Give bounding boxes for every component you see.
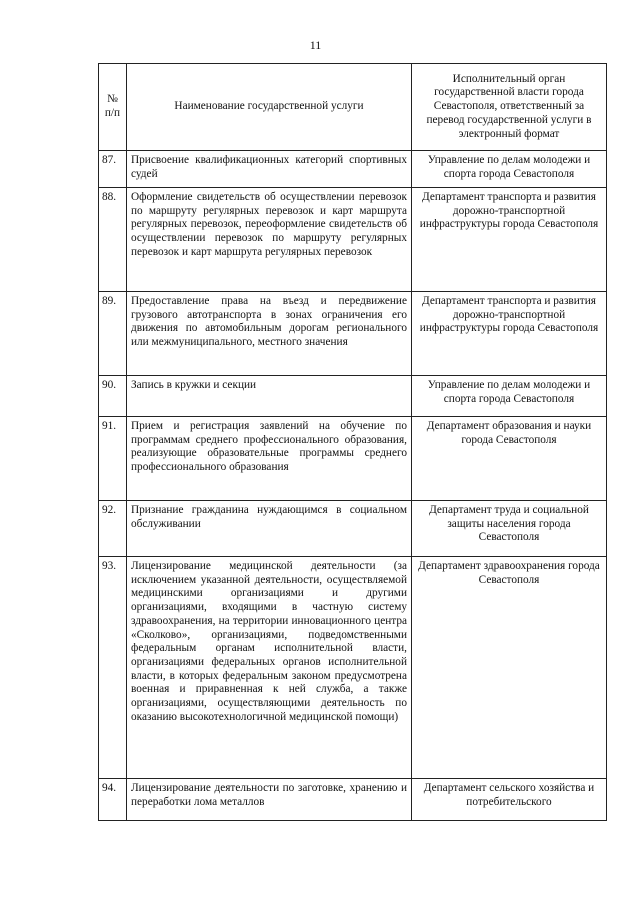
responsible-body: Департамент здравоохранения города Севастополя xyxy=(412,557,607,779)
table-row xyxy=(99,292,607,376)
service-name: Прием и регистрация заявлений на обучение по программам среднего профессионального образования, реализующие образовательные программы среднего профессионального образования xyxy=(127,417,412,501)
header-number: № п/п xyxy=(99,64,127,151)
services-table xyxy=(98,63,607,821)
responsible-body: Управление по делам молодежи и спорта города Севастополя xyxy=(412,151,607,188)
row-number: 93. xyxy=(99,557,127,779)
responsible-body: Департамент сельского хозяйства и потребительского xyxy=(412,779,607,821)
table-row xyxy=(99,376,607,417)
row-number: 88. xyxy=(99,188,127,292)
responsible-body: Управление по делам молодежи и спорта города Севастополя xyxy=(412,376,607,417)
responsible-body: Департамент образования и науки города Севастополя xyxy=(412,417,607,501)
service-name: Предоставление права на въезд и передвижение грузового автотранспорта в зонах ограничения его движения по автомобильным дорогам регионального или межмуниципального, местного значения xyxy=(127,292,412,376)
table-header-row xyxy=(99,64,607,151)
responsible-body: Департамент труда и социальной защиты населения города Севастополя xyxy=(412,501,607,557)
service-name: Запись в кружки и секции xyxy=(127,376,412,417)
table-row xyxy=(99,557,607,779)
service-name: Лицензирование медицинской деятельности (за исключением указанной деятельности, осуществляемой медицинскими организациями и другими организациями, входящими в частную систему здравоохранения, на территории инновационного центра «Сколково», организациями, подведомственными федеральным органам исполнительной власти, организациями федеральных органов исполнительной власти, в которых федеральным законом предусмотрена военная и приравненная к ней служба, а также организациями, осуществляющими деятельность по оказанию высокотехнологичной медицинской помощи) xyxy=(127,557,412,779)
row-number: 91. xyxy=(99,417,127,501)
service-name: Признание гражданина нуждающимся в социальном обслуживании xyxy=(127,501,412,557)
service-name: Лицензирование деятельности по заготовке, хранению и переработки лома металлов xyxy=(127,779,412,821)
service-name: Оформление свидетельств об осуществлении перевозок по маршруту регулярных перевозок и карт маршрута регулярных перевозок, переоформление свидетельств об осуществлении перевозок по маршруту регулярных перевозок и карт маршрута регулярных перевозок xyxy=(127,188,412,292)
row-number: 87. xyxy=(99,151,127,188)
row-number: 89. xyxy=(99,292,127,376)
table-row xyxy=(99,417,607,501)
responsible-body: Департамент транспорта и развития дорожно-транспортной инфраструктуры города Севастополя xyxy=(412,292,607,376)
row-number: 90. xyxy=(99,376,127,417)
table-row xyxy=(99,779,607,821)
responsible-body: Департамент транспорта и развития дорожно-транспортной инфраструктуры города Севастополя xyxy=(412,188,607,292)
row-number: 92. xyxy=(99,501,127,557)
table-row xyxy=(99,501,607,557)
row-number: 94. xyxy=(99,779,127,821)
table-row xyxy=(99,188,607,292)
header-responsible-body: Исполнительный орган государственной власти города Севастополя, ответственный за перевод государственной услуги в электронный формат xyxy=(412,64,607,151)
service-name: Присвоение квалификационных категорий спортивных судей xyxy=(127,151,412,188)
page-number: 11 xyxy=(309,38,322,52)
header-service-name: Наименование государственной услуги xyxy=(127,64,412,151)
table-row xyxy=(99,151,607,188)
